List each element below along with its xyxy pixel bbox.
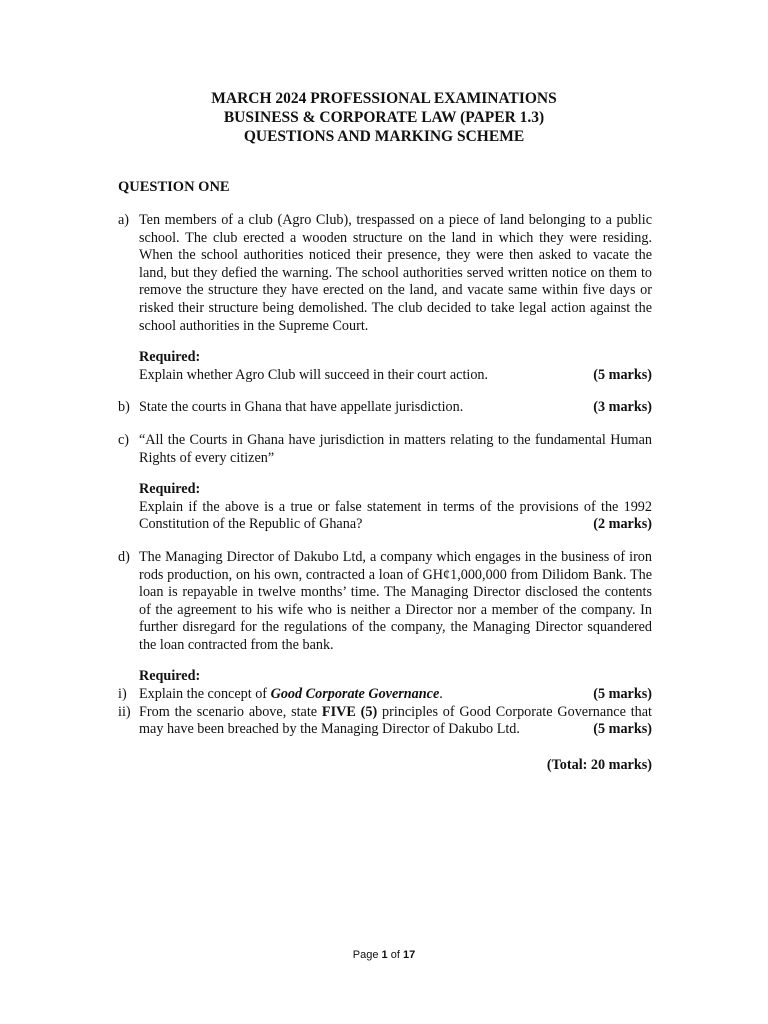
sub-i-emphasis: Good Corporate Governance bbox=[270, 686, 440, 703]
part-b-marks: (3 marks) bbox=[593, 399, 652, 416]
question-content bbox=[118, 212, 652, 774]
sub-ii-marks: (5 marks) bbox=[593, 721, 652, 738]
sub-ii-line-1: From the scenario above, state FIVE (5) principles of Good Corporate Governance that bbox=[139, 703, 652, 720]
document-header bbox=[0, 89, 768, 146]
part-c-required-line-1: Explain if the above is a true or false statement in terms of the provisions of the 1992 bbox=[139, 498, 652, 515]
part-c-required-line-2: Constitution of the Republic of Ghana? bbox=[139, 516, 363, 533]
part-a-required-label: Required: bbox=[139, 349, 201, 366]
question-part-a bbox=[118, 212, 652, 384]
of-word: of bbox=[390, 949, 400, 961]
question-part-d bbox=[118, 549, 652, 686]
part-c-marks: (2 marks) bbox=[593, 516, 652, 533]
part-d-subquestion-i bbox=[118, 686, 652, 704]
question-part-b bbox=[118, 399, 652, 417]
part-a-marks: (5 marks) bbox=[593, 366, 652, 383]
header-line-3: QUESTIONS AND MARKING SCHEME bbox=[243, 128, 525, 145]
sub-i-text: Explain the concept of Good Corporate Governance. bbox=[139, 686, 443, 703]
sub-i-label: i) bbox=[118, 686, 127, 703]
question-title: QUESTION ONE bbox=[118, 179, 230, 195]
header-line-2: BUSINESS & CORPORATE LAW (PAPER 1.3) bbox=[223, 109, 545, 126]
part-d-text: The Managing Director of Dakubo Ltd, a company which engages in the business of iron rods production, on his own, contracted a loan of GH¢1,000,000 from Dilidom Bank. The loan is repayable in twelve months’ time. The Managing Director disclosed the contents of the agreement to his wife who is neither a Director nor a member of the company. In further disregard for the regulations of the company, the Managing Director squandered the loan contracted from the bank. bbox=[139, 548, 652, 653]
sub-ii-line-2: may have been breached by the Managing Director of Dakubo Ltd. bbox=[139, 721, 520, 738]
part-a-label: a) bbox=[118, 212, 130, 228]
sub-ii-bold: FIVE (5) bbox=[321, 703, 378, 720]
sub-ii-label: ii) bbox=[118, 703, 131, 720]
part-b-text: State the courts in Ghana that have appellate jurisdiction. bbox=[139, 399, 464, 416]
part-b-label: b) bbox=[118, 399, 130, 416]
page-word: Page bbox=[352, 949, 379, 961]
page-total: 17 bbox=[402, 949, 416, 961]
part-a-required-text: Explain whether Agro Club will succeed in their court action. bbox=[139, 366, 489, 383]
part-c-label: c) bbox=[118, 431, 130, 448]
part-a-text: Ten members of a club (Agro Club), trespassed on a piece of land belonging to a public school. The club erected a wooden structure on the land in which they were residing. When the school authorities noticed their presence, they were then asked to vacate the land, but they defied the warning. The school authorities served written notice on them to remove the structure they have erected on the land, and vacate same within five days or risked their structure being demolished. The club decided to take legal action against the school authorities in the Supreme Court. bbox=[139, 212, 652, 334]
page-footer bbox=[0, 949, 768, 961]
part-c-required-label: Required: bbox=[139, 481, 201, 498]
part-d-subquestion-ii bbox=[118, 704, 652, 739]
part-d-required-label: Required: bbox=[139, 668, 201, 685]
header-line-1: MARCH 2024 PROFESSIONAL EXAMINATIONS bbox=[211, 90, 557, 107]
question-part-c bbox=[118, 432, 652, 534]
part-c-text: “All the Courts in Ghana have jurisdiction in matters relating to the fundamental Human Rights of every citizen” bbox=[139, 431, 652, 466]
part-d-label: d) bbox=[118, 548, 130, 565]
sub-i-marks: (5 marks) bbox=[593, 686, 652, 703]
page-number: 1 bbox=[381, 949, 388, 961]
total-marks: (Total: 20 marks) bbox=[546, 756, 652, 773]
